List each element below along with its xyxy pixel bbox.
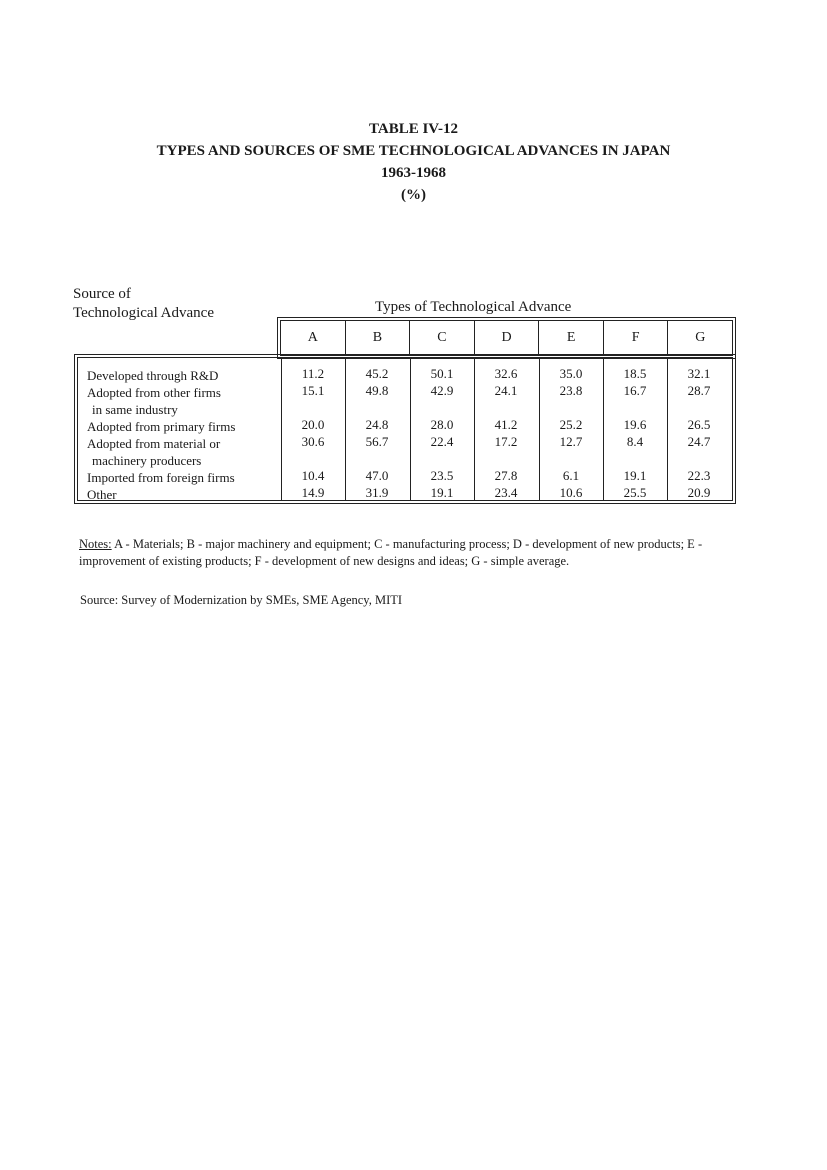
table-body <box>77 357 733 501</box>
table-cell: 47.0 <box>365 468 389 483</box>
table-cell: 23.5 <box>430 468 454 483</box>
table-cell: 14.9 <box>301 485 325 500</box>
column-header-c: C <box>409 321 474 355</box>
table-cell: 16.7 <box>623 383 647 398</box>
column-header-row <box>280 320 733 356</box>
table-cell: 8.4 <box>626 434 644 449</box>
table-title: TYPES AND SOURCES OF SME TECHNOLOGICAL ADVANCES IN JAPAN <box>156 143 671 159</box>
row-label: Adopted from primary firms <box>87 419 236 434</box>
table-cell: 42.9 <box>430 383 454 398</box>
table-cell: 22.4 <box>430 434 454 449</box>
column-header-g: G <box>667 321 732 355</box>
table-cell: 24.8 <box>365 417 389 432</box>
source-line: Source: Survey of Modernization by SMEs, SME Agency, MITI <box>80 593 403 607</box>
table-cell: 25.2 <box>559 417 583 432</box>
table-cell: 12.7 <box>559 434 583 449</box>
row-label: Adopted from material or <box>87 436 221 451</box>
table-cell: 56.7 <box>365 434 389 449</box>
table-cell: 11.2 <box>301 366 325 381</box>
column-header-d: D <box>474 321 539 355</box>
notes <box>79 536 744 570</box>
row-header <box>73 285 214 323</box>
table-cell: 20.9 <box>687 485 711 500</box>
table-cell: 19.1 <box>430 485 454 500</box>
table-cell: 49.8 <box>365 383 389 398</box>
table-cell: 17.2 <box>494 434 518 449</box>
table-cell: 15.1 <box>301 383 325 398</box>
table-cell: 19.6 <box>623 417 647 432</box>
table-cell: 6.1 <box>562 468 580 483</box>
table-cell: 22.3 <box>687 468 711 483</box>
table-unit: (%) <box>401 187 426 203</box>
table-cell: 23.4 <box>494 485 518 500</box>
table-cell: 24.7 <box>687 434 711 449</box>
row-label: Other <box>87 487 117 502</box>
notes-text: A - Materials; B - major machinery and equipment; C - manufacturing process; D - development of new products; E - improvement of existing products; F - development of new designs and ideas; G - simple average. <box>79 537 703 568</box>
notes-label: Notes: <box>79 537 112 551</box>
table-cell: 18.5 <box>623 366 647 381</box>
table-cell: 31.9 <box>365 485 389 500</box>
table-cell: 27.8 <box>494 468 518 483</box>
title-block <box>0 118 827 206</box>
row-label: Developed through R&D <box>87 368 219 383</box>
column-group-header: Types of Technological Advance <box>375 299 572 315</box>
table-cell: 19.1 <box>623 468 647 483</box>
column-header-e: E <box>538 321 603 355</box>
table-cell: 28.7 <box>687 383 711 398</box>
table-cell: 10.6 <box>559 485 583 500</box>
table-cell: 25.5 <box>623 485 647 500</box>
table-number: TABLE IV-12 <box>368 121 459 137</box>
table-cell: 30.6 <box>301 434 325 449</box>
table-cell: 45.2 <box>365 366 389 381</box>
column-header-b: B <box>345 321 410 355</box>
column-header-a: A <box>307 330 318 345</box>
table-cell: 32.6 <box>494 366 518 381</box>
table-cell: 28.0 <box>430 417 454 432</box>
row-label: Adopted from other firms <box>87 385 221 400</box>
table-cell: 32.1 <box>687 366 711 381</box>
column-header-f: F <box>603 321 668 355</box>
table-cell: 41.2 <box>494 417 518 432</box>
row-label: Imported from foreign firms <box>87 470 235 485</box>
table-cell: 23.8 <box>559 383 583 398</box>
row-label-continued: machinery producers <box>92 453 202 468</box>
row-header-line2: Technological Advance <box>73 305 214 321</box>
table-cell: 24.1 <box>494 383 518 398</box>
table-cell: 50.1 <box>430 366 454 381</box>
table-period: 1963-1968 <box>381 165 446 181</box>
row-header-line1: Source of <box>73 286 131 302</box>
table-cell: 10.4 <box>301 468 325 483</box>
table-cell: 20.0 <box>301 417 325 432</box>
table-cell: 26.5 <box>687 417 711 432</box>
table-cell: 35.0 <box>559 366 583 381</box>
row-label-continued: in same industry <box>92 402 178 417</box>
